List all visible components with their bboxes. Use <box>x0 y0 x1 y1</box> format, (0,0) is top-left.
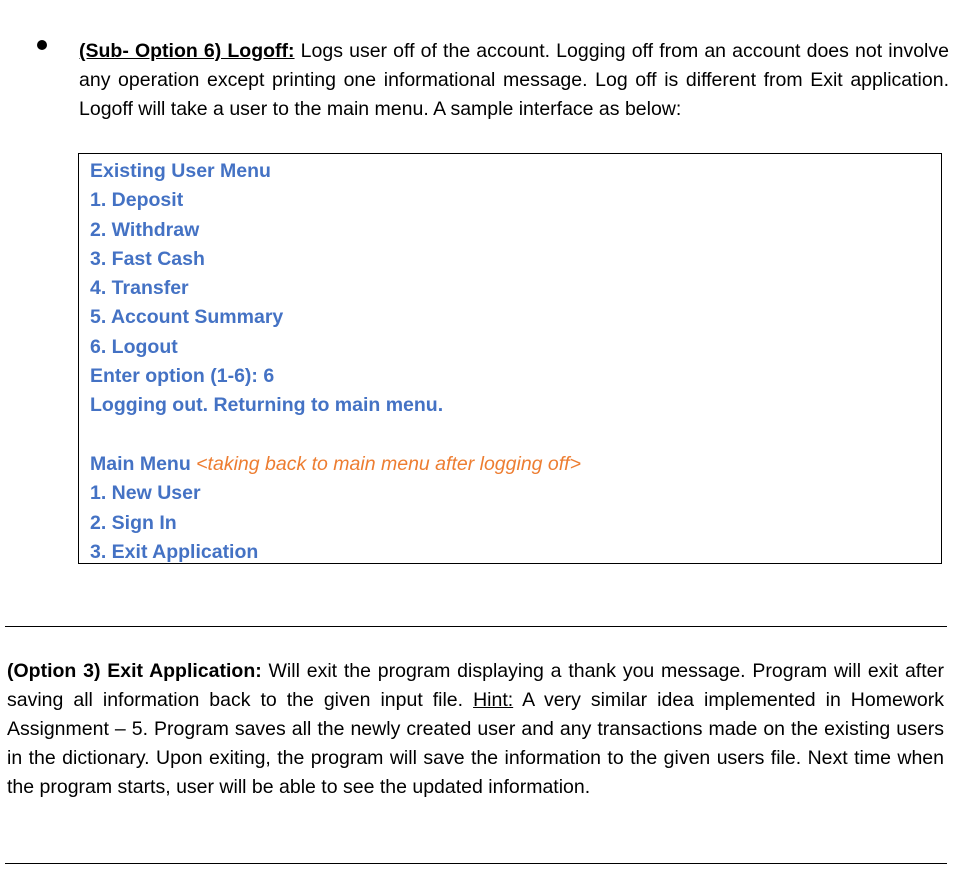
main-menu-item: 1. New User <box>90 482 201 505</box>
existing-menu-title: Existing User Menu <box>90 160 271 182</box>
main-menu-item: 2. Sign In <box>90 511 177 534</box>
divider-bottom <box>5 863 947 864</box>
blank-line <box>90 421 581 450</box>
main-menu-note: <taking back to main menu after logging off> <box>196 452 581 475</box>
main-menu-item: 3. Exit Application <box>90 540 259 563</box>
option3-heading: (Option 3) Exit Application: <box>7 660 262 682</box>
bullet-icon <box>37 40 47 50</box>
logout-message: Logging out. Returning to main menu. <box>90 394 444 417</box>
sub-option-paragraph <box>79 37 949 124</box>
sub-option-text: Logs user off of the account. Logging off from an account does not involve any operation except printing one informational message. Log off is different from Exit application. Logoff will take a user to the main menu. A sample interface as below: <box>79 40 949 120</box>
hint-label: Hint: <box>473 689 514 711</box>
option3-text1: Will exit the program displaying a thank you message. Program will exit after saving all information back to the given input file. <box>7 660 944 711</box>
option3-text2: A very similar idea implemented in Homework Assignment – 5. Program saves all the newly created user and any transactions made on the existing users in the dictionary. Upon exiting, the program will save the information to the given users file. Next time when the program starts, user will be able to see the updated information. <box>7 689 944 798</box>
existing-menu-item: 6. Logout <box>90 335 178 358</box>
option-prompt: Enter option (1-6): 6 <box>90 365 275 388</box>
sample-interface-box <box>78 153 942 564</box>
divider-top <box>5 626 947 627</box>
existing-menu-item: 5. Account Summary <box>90 306 284 329</box>
sub-option-heading: (Sub- Option 6) Logoff: <box>79 40 295 62</box>
existing-menu-item: 4. Transfer <box>90 277 189 300</box>
main-menu-title: Main Menu <box>90 452 197 475</box>
existing-menu-item: 1. Deposit <box>90 189 184 212</box>
main-menu-title-line <box>90 450 581 479</box>
existing-menu-item: 2. Withdraw <box>90 218 200 241</box>
existing-menu-item: 3. Fast Cash <box>90 247 205 270</box>
option3-paragraph <box>7 657 944 802</box>
